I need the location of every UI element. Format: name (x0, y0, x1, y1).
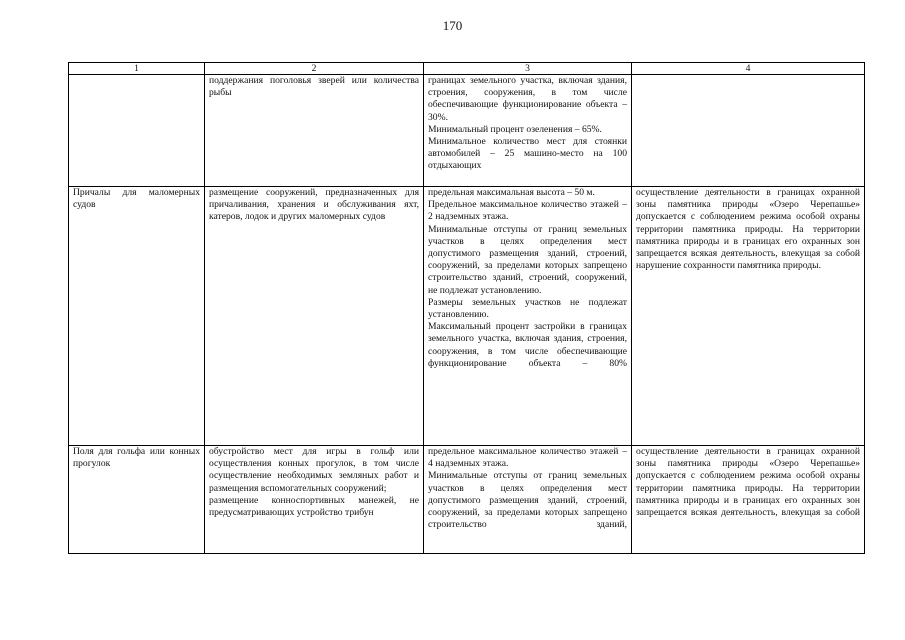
row3-use-name (69, 446, 205, 554)
row3-parameters (424, 446, 632, 554)
column-header-1: 1 (69, 63, 205, 75)
row1-parameter-3: Минимальное количество мест для стоянки автомобилей – 25 машино-место на 100 отдыхающих (428, 136, 627, 172)
table-row (69, 75, 865, 187)
row2-use-name-text: Причалы для маломерных судов (73, 187, 200, 211)
column-header-3: 3 (424, 63, 632, 75)
row3-restrictions (632, 446, 865, 554)
row1-use-name (69, 75, 205, 187)
row1-use-description (205, 75, 424, 187)
row2-parameters (424, 187, 632, 446)
row2-parameter-4: Размеры земельных участков не подлежат установлению. (428, 296, 627, 321)
row3-restrictions-text: осуществление деятельности в границах охранной зоны памятника природы «Озеро Черепашье» допускается с соблюдением режима особой охраны территории памятника природы. На территории памятника природы и в границах его охранных зон запрещается всякая деятельность, влекущая за собой (636, 446, 860, 519)
row3-use-name-text: Поля для гольфа или конных прогулок (73, 446, 200, 470)
table-header-row (69, 63, 865, 75)
row3-use-description (205, 446, 424, 554)
row1-description-text: поддержания поголовья зверей или количества рыбы (209, 75, 419, 99)
row3-parameter-2: Минимальные отступы от границ земельных участков в целях определения мест допустимого размещения зданий, строений, сооружений, за пределами которых запрещено строительство зданий, (428, 470, 627, 531)
row1-parameter-1: границах земельного участка, включая здания, строения, сооружения, в том числе обеспечивающие функционирование объекта – 30%. (428, 75, 627, 123)
row2-parameter-2: Предельное максимальное количество этажей – 2 надземных этажа. (428, 199, 627, 223)
page-number: 170 (442, 18, 463, 33)
row2-restrictions-text: осуществление деятельности в границах охранной зоны памятника природы «Озеро Черепашье» допускается с соблюдением режима особой охраны территории памятника природы. На территории памятника природы и в границах его охранных зон запрещается всякая деятельность, влекущая за собой нарушение сохранности памятника природы. (636, 187, 860, 272)
column-header-4: 4 (632, 63, 865, 75)
row2-use-name (69, 187, 205, 446)
table-row (69, 446, 865, 554)
row3-parameter-1: предельное максимальное количество этажей – 4 надземных этажа. (428, 446, 627, 470)
row2-use-description (205, 187, 424, 446)
row2-restrictions (632, 187, 865, 446)
regulations-table (68, 62, 865, 554)
table-row (69, 187, 865, 446)
row3-description-text-2: размещение конноспортивных манежей, не предусматривающих устройство трибун (209, 494, 419, 519)
row2-description-text: размещение сооружений, предназначенных для причаливания, хранения и обслуживания яхт, катеров, лодок и других маломерных судов (209, 187, 419, 223)
row3-description-text-1: обустройство мест для игры в гольф или осуществления конных прогулок, в том числе осуществление необходимых земляных работ и размещения вспомогательных сооружений; (209, 446, 419, 494)
column-header-2: 2 (205, 63, 424, 75)
row1-restrictions (632, 75, 865, 187)
row1-parameter-2: Минимальный процент озеленения – 65%. (428, 123, 602, 135)
row2-parameter-3: Минимальные отступы от границ земельных участков в целях определения мест допустимого размещения зданий, строений, сооружений, за пределами которых запрещено строительство зданий, строений, сооружений, не подлежат установлению. (428, 223, 627, 296)
row1-parameters (424, 75, 632, 187)
row2-parameter-1: предельная максимальная высота – 50 м. (428, 187, 595, 198)
row2-parameter-5: Максимальный процент застройки в границах земельного участка, включая здания, строения, сооружения, в том числе обеспечивающие функционирование объекта – 80% (428, 321, 627, 369)
